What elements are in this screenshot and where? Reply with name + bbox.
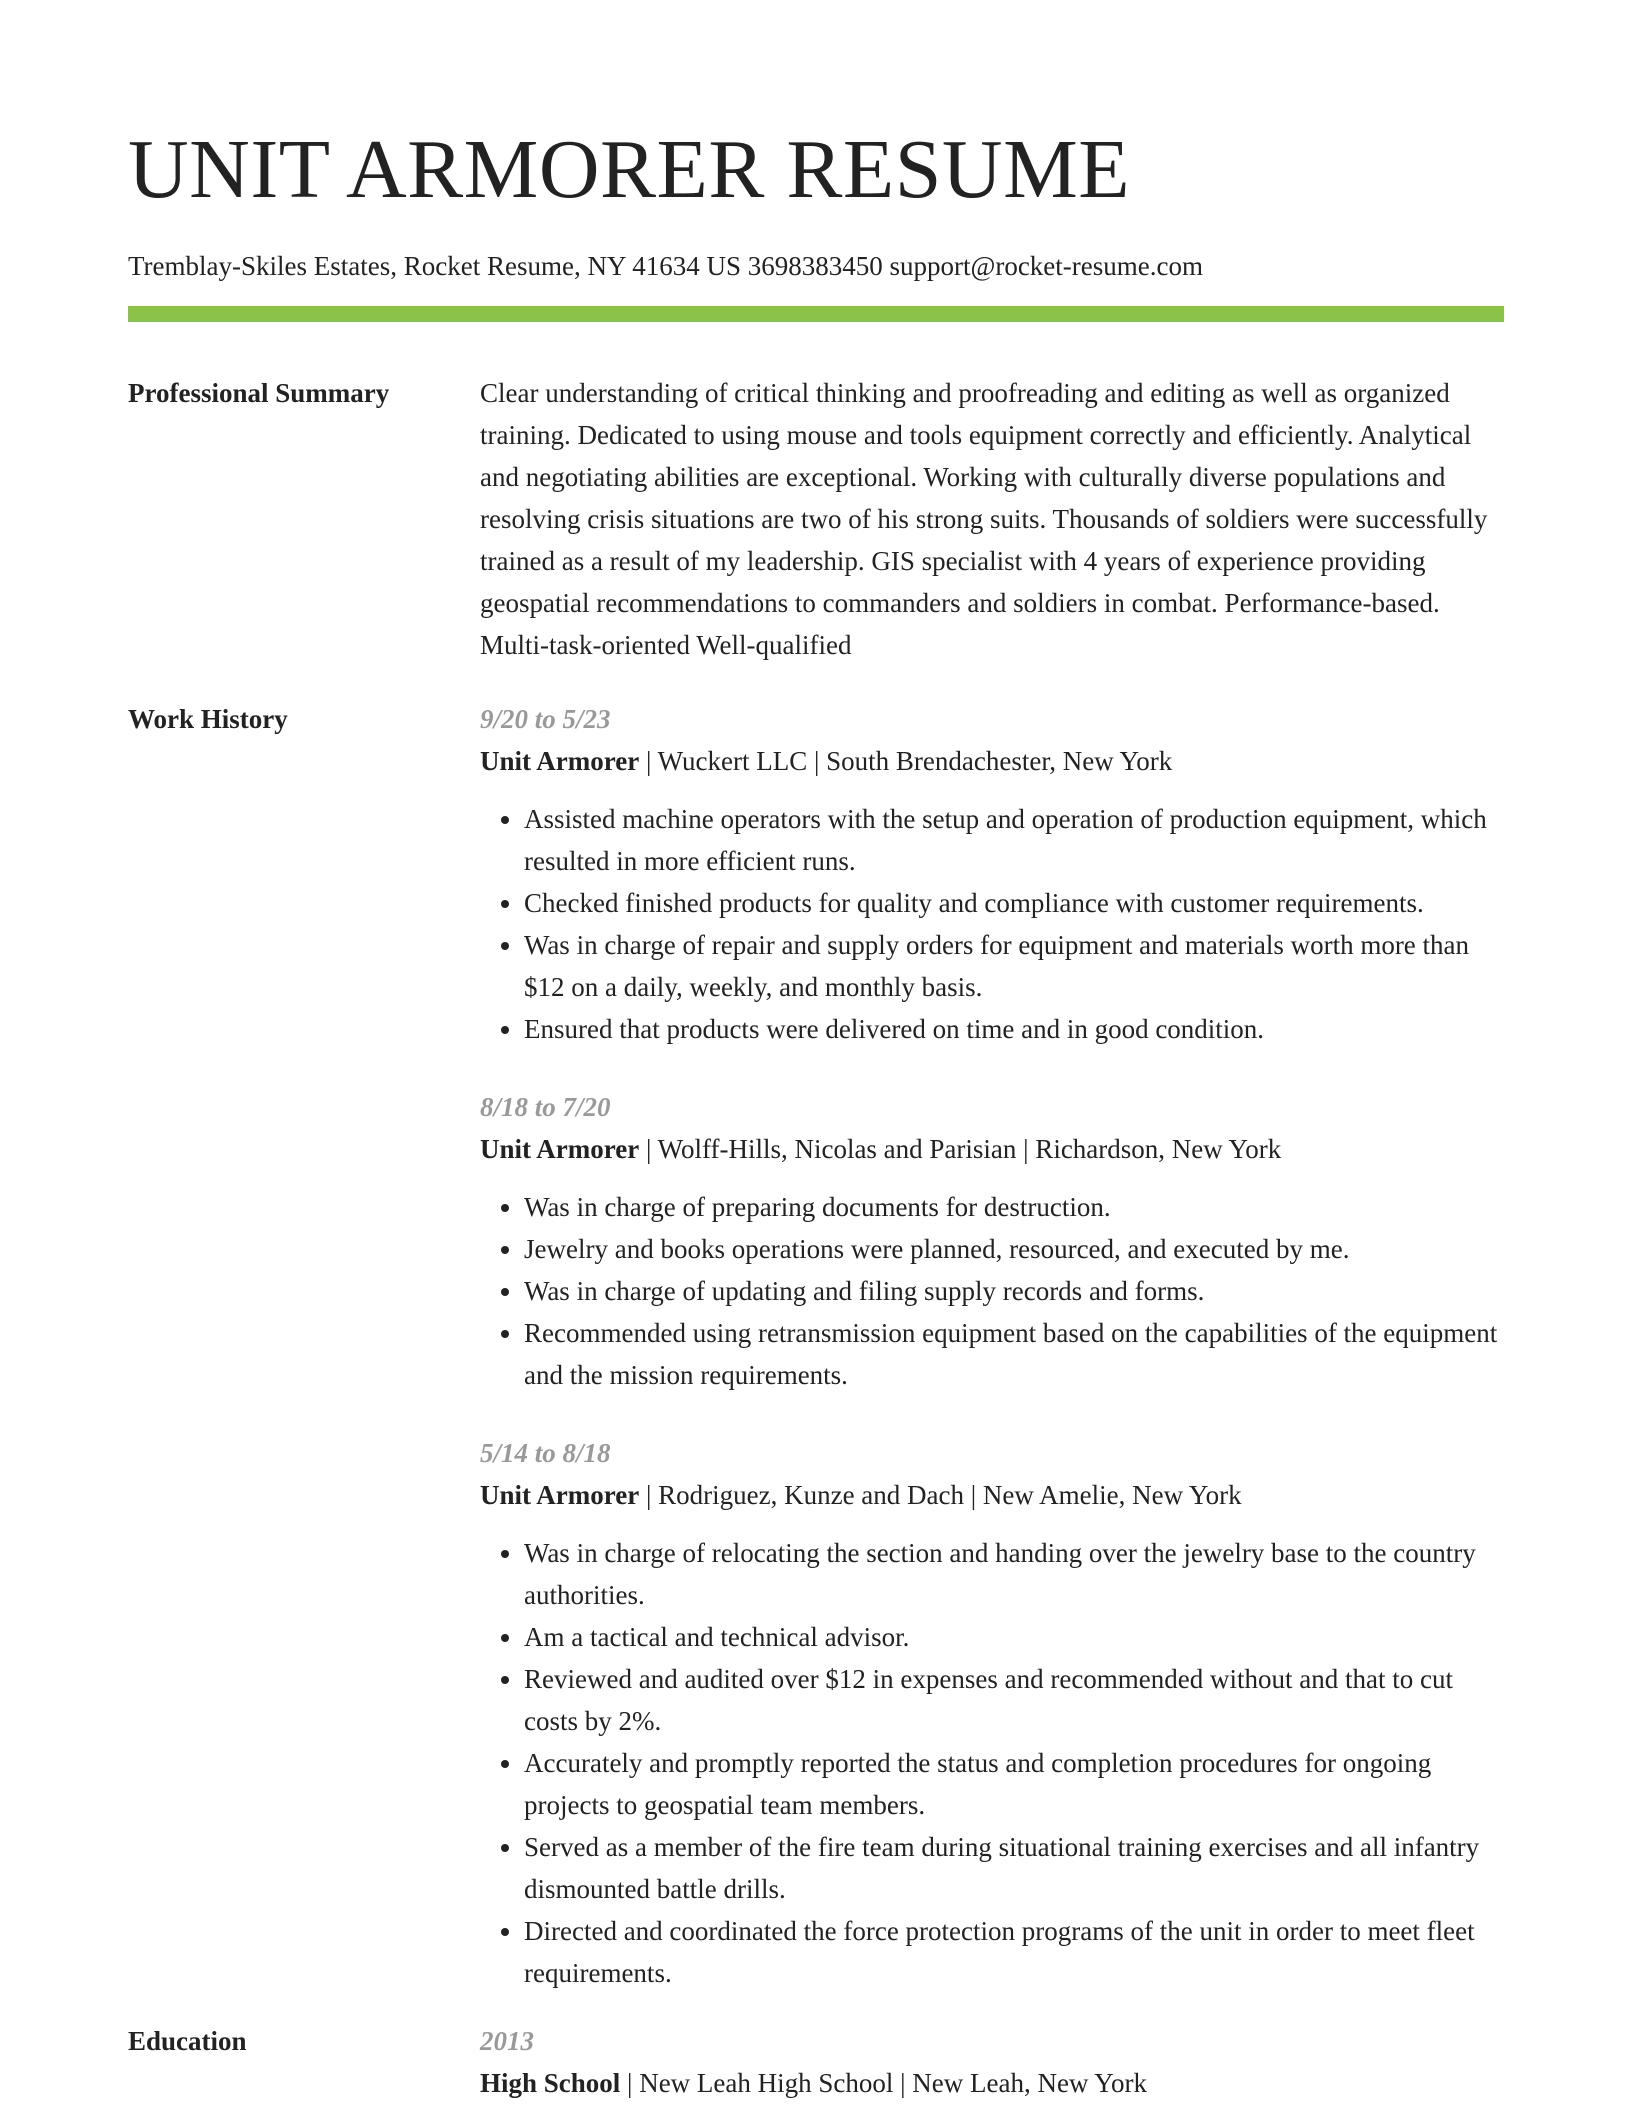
professional-summary-section <box>128 372 1504 666</box>
job-title: Unit Armorer <box>480 1480 640 1510</box>
job-bullet: • Recommended using retransmission equipment based on the capabilities of the equipment and the mission requirements. <box>524 1312 1504 1396</box>
job-bullet: • Checked finished products for quality and compliance with customer requirements. <box>524 882 1504 924</box>
job-bullet-list <box>480 1186 1504 1396</box>
job-bullet: • Accurately and promptly reported the status and completion procedures for ongoing projects to geospatial team members. <box>524 1742 1504 1826</box>
job-employer-location: | Wolff-Hills, Nicolas and Parisian | Richardson, New York <box>639 1134 1282 1164</box>
job-bullet-list <box>480 798 1504 1050</box>
work-history-body <box>480 698 1504 1994</box>
job-bullet-list <box>480 1532 1504 1994</box>
job-bullet: • Ensured that products were delivered on time and in good condition. <box>524 1008 1504 1050</box>
job-bullet: • Was in charge of updating and filing supply records and forms. <box>524 1270 1504 1312</box>
section-label-work: Work History <box>128 704 288 734</box>
job-title: Unit Armorer <box>480 1134 640 1164</box>
job-bullet: • Reviewed and audited over $12 in expenses and recommended without and that to cut costs by 2%. <box>524 1658 1504 1742</box>
job-role-line <box>480 1474 1504 1516</box>
education-degree-line <box>480 2062 1504 2104</box>
education-section <box>128 2020 1504 2104</box>
job-bullet: • Was in charge of preparing documents for destruction. <box>524 1186 1504 1228</box>
summary-body <box>480 372 1504 666</box>
job-bullet: • Served as a member of the fire team during situational training exercises and all infantry dismounted battle drills. <box>524 1826 1504 1910</box>
job-dates: 9/20 to 5/23 <box>480 704 611 734</box>
job-bullet: • Jewelry and books operations were planned, resourced, and executed by me. <box>524 1228 1504 1270</box>
job-employer-location: | Rodriguez, Kunze and Dach | New Amelie, New York <box>639 1480 1242 1510</box>
education-dates: 2013 <box>480 2026 534 2056</box>
job-bullet: • Was in charge of relocating the section and handing over the jewelry base to the country authorities. <box>524 1532 1504 1616</box>
job-bullet: • Was in charge of repair and supply orders for equipment and materials worth more than $12 on a daily, weekly, and monthly basis. <box>524 924 1504 1008</box>
job-bullet: • Assisted machine operators with the setup and operation of production equipment, which resulted in more efficient runs. <box>524 798 1504 882</box>
section-label-education: Education <box>128 2026 247 2056</box>
resume-page <box>128 0 1504 2104</box>
job-bullet: • Am a tactical and technical advisor. <box>524 1616 1504 1658</box>
education-school-location: | New Leah High School | New Leah, New York <box>620 2068 1148 2098</box>
job-entry <box>480 1432 1504 1994</box>
job-role-line <box>480 740 1504 782</box>
resume-title: UNIT ARMORER RESUME <box>128 123 1131 216</box>
job-entry <box>480 698 1504 1050</box>
job-bullet: • Directed and coordinated the force protection programs of the unit in order to meet fleet requirements. <box>524 1910 1504 1994</box>
job-dates: 8/18 to 7/20 <box>480 1092 611 1122</box>
work-history-section <box>128 698 1504 1994</box>
education-degree: High School <box>480 2068 621 2098</box>
job-entry <box>480 1086 1504 1396</box>
job-title: Unit Armorer <box>480 746 640 776</box>
job-employer-location: | Wuckert LLC | South Brendachester, New York <box>639 746 1173 776</box>
section-label-summary: Professional Summary <box>128 378 390 408</box>
summary-text: Clear understanding of critical thinking and proofreading and editing as well as organized training. Dedicated to using mouse and tools equipment correctly and efficiently. Analytical and negotiating abilities are exceptional. Working with culturally diverse populations and resolving crisis situations are two of his strong suits. Thousands of soldiers were successfully trained as a result of my leadership. GIS specialist with 4 years of experience providing geospatial recommendations to commanders and soldiers in combat. Performance-based. Multi-task-oriented Well-qualified <box>480 378 1488 660</box>
job-dates: 5/14 to 8/18 <box>480 1438 611 1468</box>
job-role-line <box>480 1128 1504 1170</box>
contact-line: Tremblay-Skiles Estates, Rocket Resume, NY 41634 US 3698383450 support@rocket-resume.com <box>128 251 1203 281</box>
accent-divider <box>128 306 1504 322</box>
education-body <box>480 2020 1504 2104</box>
